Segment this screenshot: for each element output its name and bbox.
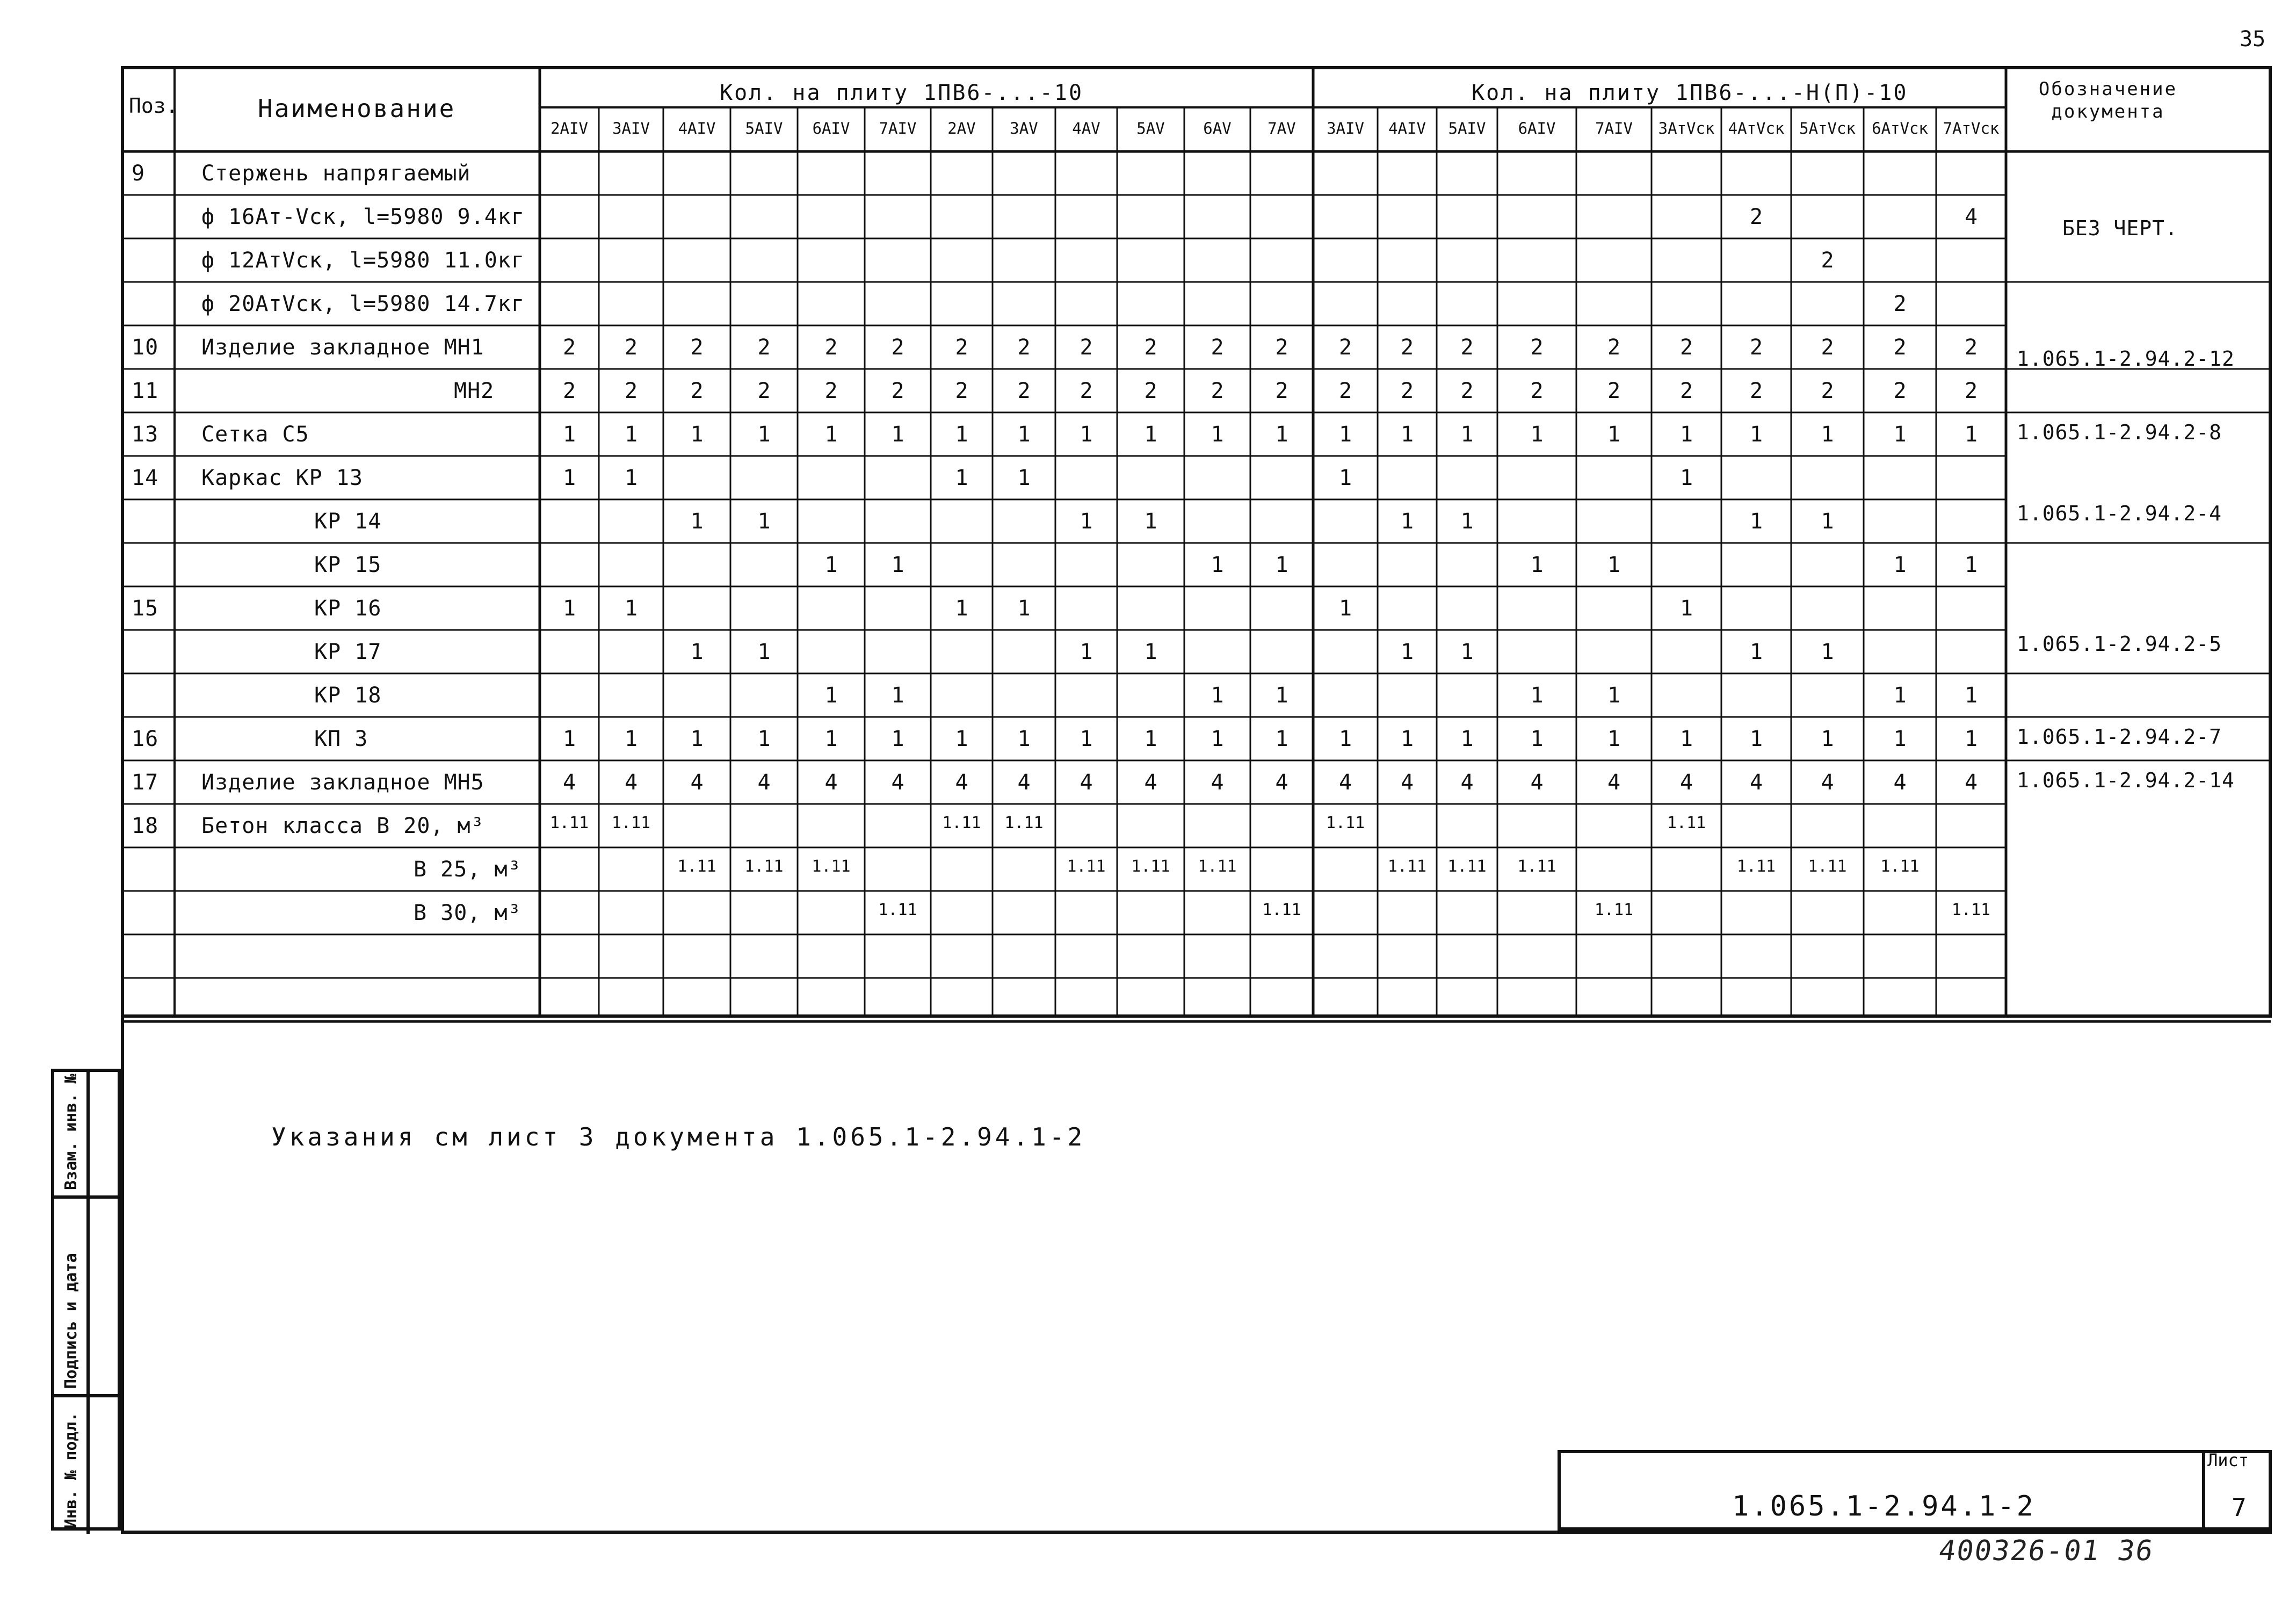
table-cell: 2 (1144, 379, 1157, 403)
table-cell: 1 (955, 596, 968, 621)
column-header: 2АIV (551, 119, 588, 137)
table-cell: 4 (1080, 770, 1093, 795)
table-cell: 1 (757, 727, 771, 751)
column-header: 2АV (947, 119, 976, 137)
table-cell: 1 (1679, 422, 1693, 447)
table-cell: 1 (891, 553, 904, 577)
table-cell: 1 (1530, 553, 1544, 577)
row-name: В 30, м³ (414, 901, 522, 925)
row-name: КР 16 (314, 596, 382, 621)
table-cell: 1 (1275, 553, 1288, 577)
column-header: 5АIV (1448, 119, 1486, 137)
doc-reference: 1.065.1-2.94.2-5 (2017, 632, 2222, 656)
sheet-label: Лист (2207, 1450, 2249, 1470)
table-cell: 1 (955, 422, 968, 447)
table-cell: 1 (1211, 422, 1224, 447)
table-cell: 1 (624, 422, 638, 447)
table-cell: 1 (891, 727, 904, 751)
doc-reference: 1.065.1-2.94.2-7 (2017, 725, 2222, 749)
table-cell: 1 (1211, 553, 1224, 577)
table-cell: 2 (1964, 335, 1978, 360)
table-cell: 1 (1017, 422, 1031, 447)
table-cell: 1 (562, 466, 576, 490)
table-cell: 1.11 (878, 901, 917, 919)
table-cell: 1 (1679, 466, 1693, 490)
table-cell: 2 (562, 379, 576, 403)
table-cell: 1.11 (1198, 857, 1237, 876)
table-cell: 1 (1460, 727, 1474, 751)
table-cell: 4 (1964, 205, 1978, 229)
table-cell: 2 (1400, 379, 1414, 403)
table-cell: 4 (1679, 770, 1693, 795)
row-pos: 13 (132, 422, 159, 447)
table-cell: 1.11 (1447, 857, 1487, 876)
table-cell: 1 (1530, 683, 1544, 708)
table-cell: 2 (1607, 379, 1621, 403)
side-divider (51, 1394, 121, 1397)
column-header: 3АтVск (1658, 119, 1715, 137)
doc-reference: БЕЗ ЧЕРТ. (2062, 216, 2178, 240)
table-cell: 4 (1400, 770, 1414, 795)
table-cell: 2 (1275, 335, 1288, 360)
table-cell: 1 (757, 422, 771, 447)
table-cell: 1 (1400, 509, 1414, 534)
table-cell: 1 (624, 466, 638, 490)
table-cell: 1 (1080, 509, 1093, 534)
table-cell: 1 (891, 422, 904, 447)
frame-left-line (121, 1018, 124, 1533)
table-cell: 4 (624, 770, 638, 795)
table-cell: 1 (562, 596, 576, 621)
header-document: Обозначение документа (2038, 78, 2178, 122)
header-group1: Кол. на плиту 1ПВ6-...-10 (720, 81, 1084, 105)
table-cell: 2 (1607, 335, 1621, 360)
table-cell: 1 (1679, 596, 1693, 621)
table-cell: 1.11 (549, 814, 589, 832)
table-cell: 1 (1144, 509, 1157, 534)
table-cell: 1 (1821, 509, 1834, 534)
table-cell: 1 (1893, 553, 1907, 577)
table-cell: 1 (1080, 640, 1093, 664)
table-cell: 1.11 (1880, 857, 1920, 876)
table-cell: 4 (1893, 770, 1907, 795)
table-cell: 1 (1821, 640, 1834, 664)
table-cell: 1 (824, 727, 838, 751)
row-name: ф 20АтVск, l=5980 14.7кг (201, 292, 525, 316)
doc-reference: 1.065.1-2.94.2-12 (2017, 347, 2235, 371)
table-cell: 1.11 (677, 857, 716, 876)
table-cell: 1 (690, 422, 704, 447)
table-cell: 1 (1338, 422, 1352, 447)
column-header: 7АтVск (1943, 119, 2000, 137)
table-cell: 4 (1607, 770, 1621, 795)
frame-bottom-line (121, 1531, 2272, 1534)
table-cell: 4 (1964, 770, 1978, 795)
row-name: В 25, м³ (414, 857, 522, 882)
table-cell: 4 (1275, 770, 1288, 795)
table-cell: 1 (955, 727, 968, 751)
table-cell: 1 (1144, 640, 1157, 664)
table-cell: 1 (1749, 509, 1763, 534)
row-name: Изделие закладное МН5 (201, 770, 484, 795)
table-cell: 1 (1893, 727, 1907, 751)
table-cell: 1.11 (942, 814, 981, 832)
table-cell: 2 (1211, 379, 1224, 403)
table-cell: 4 (1017, 770, 1031, 795)
row-pos: 17 (132, 770, 159, 795)
table-cell: 1 (824, 553, 838, 577)
table-cell: 1 (1275, 683, 1288, 708)
column-header: 3АIV (612, 119, 650, 137)
column-header: 6АIV (1518, 119, 1556, 137)
row-name: КР 17 (314, 640, 382, 664)
table-cell: 1.11 (1131, 857, 1170, 876)
table-cell: 2 (824, 335, 838, 360)
table-cell: 1 (1211, 683, 1224, 708)
table-cell: 1 (1821, 727, 1834, 751)
row-pos: 16 (132, 727, 159, 751)
table-cell: 1 (1338, 727, 1352, 751)
side-label-inv-repl: Взам. инв. № (62, 1074, 81, 1190)
table-cell: 1 (1144, 422, 1157, 447)
table-cell: 1 (824, 683, 838, 708)
side-label-inv-orig: Инв. № подл. (62, 1412, 81, 1528)
table-cell: 2 (562, 335, 576, 360)
row-pos: 10 (132, 335, 159, 360)
column-header: 4АIV (1388, 119, 1426, 137)
document-code: 1.065.1-2.94.1-2 (1732, 1490, 2036, 1523)
table-cell: 1 (1460, 640, 1474, 664)
column-header: 7АIV (1595, 119, 1633, 137)
table-cell: 2 (624, 379, 638, 403)
table-cell: 2 (1679, 335, 1693, 360)
table-cell: 1 (1964, 422, 1978, 447)
table-cell: 1 (1275, 727, 1288, 751)
table-cell: 2 (1017, 335, 1031, 360)
table-cell: 2 (1144, 335, 1157, 360)
table-cell: 1 (1607, 422, 1621, 447)
column-header: 6АIV (812, 119, 850, 137)
table-cell: 1.11 (1326, 814, 1365, 832)
row-pos: 18 (132, 814, 159, 838)
table-cell: 1 (1080, 727, 1093, 751)
header-group2: Кол. на плиту 1ПВ6-...-Н(П)-10 (1472, 81, 1908, 105)
table-cell: 1 (1749, 727, 1763, 751)
table-cell: 1 (1821, 422, 1834, 447)
table-cell: 1.11 (812, 857, 851, 876)
row-name: Стержень напрягаемый (201, 161, 471, 186)
table-cell: 1 (1460, 509, 1474, 534)
column-header: 7АIV (879, 119, 917, 137)
table-cell: 2 (1893, 379, 1907, 403)
table-cell: 1 (1607, 683, 1621, 708)
table-cell: 2 (757, 379, 771, 403)
table-cell: 2 (757, 335, 771, 360)
table-cell: 2 (955, 379, 968, 403)
table-cell: 2 (1749, 205, 1763, 229)
table-cell: 2 (955, 335, 968, 360)
table-cell: 1 (891, 683, 904, 708)
table-cell: 2 (1211, 335, 1224, 360)
table-cell: 2 (1400, 335, 1414, 360)
table-cell: 2 (1821, 248, 1834, 273)
table-cell: 1 (1530, 727, 1544, 751)
table-cell: 1.11 (744, 857, 784, 876)
table-cell: 1 (1400, 727, 1414, 751)
table-cell: 1 (1964, 553, 1978, 577)
column-header: 3АV (1010, 119, 1038, 137)
archive-number: 400326-01 36 (1936, 1535, 2156, 1567)
table-cell: 1 (1460, 422, 1474, 447)
row-name: КР 15 (314, 553, 382, 577)
table-cell: 4 (1821, 770, 1834, 795)
table-cell: 2 (1460, 335, 1474, 360)
table-cell: 2 (1821, 379, 1834, 403)
table-cell: 2 (1821, 335, 1834, 360)
row-name: КР 14 (314, 509, 382, 534)
row-name: ф 16Ат-Vск, l=5980 9.4кг (201, 205, 525, 229)
table-cell: 1 (1607, 727, 1621, 751)
table-cell: 1.11 (1667, 814, 1706, 832)
table-cell: 2 (1893, 335, 1907, 360)
table-cell: 2 (690, 379, 704, 403)
table-cell: 1 (1964, 683, 1978, 708)
side-divider (51, 1195, 121, 1199)
row-name: КП 3 (314, 727, 368, 751)
table-cell: 4 (1749, 770, 1763, 795)
table-cell: 1.11 (1387, 857, 1427, 876)
page-number: 35 (2240, 27, 2266, 52)
column-header: 5АV (1136, 119, 1165, 137)
column-header: 3АIV (1327, 119, 1364, 137)
table-cell: 1.11 (1004, 814, 1044, 832)
table-cell: 4 (1530, 770, 1544, 795)
table-cell: 2 (1530, 335, 1544, 360)
side-label-sign-date: Подпись и дата (62, 1253, 81, 1389)
table-cell: 4 (1211, 770, 1224, 795)
table-cell: 4 (562, 770, 576, 795)
doc-reference: 1.065.1-2.94.2-14 (2017, 769, 2235, 792)
table-cell: 2 (824, 379, 838, 403)
table-cell: 1 (562, 422, 576, 447)
side-stamp (51, 1069, 121, 1531)
table-cell: 1 (1749, 640, 1763, 664)
table-cell: 1 (1964, 727, 1978, 751)
table-cell: 1 (1017, 466, 1031, 490)
row-name: Бетон класса В 20, м³ (201, 814, 484, 838)
table-cell: 2 (1275, 379, 1288, 403)
row-name: Каркас КР 13 (201, 466, 363, 490)
table-cell: 1 (1080, 422, 1093, 447)
sheet-number: 7 (2232, 1493, 2247, 1522)
table-cell: 1.11 (1262, 901, 1301, 919)
table-cell: 1.11 (1951, 901, 1991, 919)
table-cell: 2 (1017, 379, 1031, 403)
row-name: КР 18 (314, 683, 382, 708)
column-header: 4АтVск (1728, 119, 1785, 137)
table-cell: 1 (1749, 422, 1763, 447)
table-cell: 4 (1144, 770, 1157, 795)
row-name: Изделие закладное МН1 (201, 335, 484, 360)
table-cell: 1 (1893, 683, 1907, 708)
column-header: 5АIV (745, 119, 783, 137)
table-cell: 2 (1338, 335, 1352, 360)
table-cell: 2 (891, 335, 904, 360)
table-cell: 1.11 (1808, 857, 1847, 876)
column-header: 4АV (1072, 119, 1100, 137)
table-cell: 1 (1338, 466, 1352, 490)
table-cell: 1 (1144, 727, 1157, 751)
table-cell: 4 (690, 770, 704, 795)
table-cell: 2 (891, 379, 904, 403)
table-cell: 4 (955, 770, 968, 795)
row-pos: 11 (132, 379, 159, 403)
table-cell: 1 (757, 640, 771, 664)
table-cell: 1 (1211, 727, 1224, 751)
table-cell: 1 (624, 596, 638, 621)
table-cell: 1 (1679, 727, 1693, 751)
table-cell: 4 (824, 770, 838, 795)
table-cell: 1 (1400, 640, 1414, 664)
table-cell: 1 (757, 509, 771, 534)
row-name: Сетка С5 (201, 422, 309, 447)
table-cell: 1.11 (1736, 857, 1776, 876)
table-cell: 1.11 (1517, 857, 1556, 876)
doc-reference: 1.065.1-2.94.2-8 (2017, 421, 2222, 444)
table-cell: 4 (1338, 770, 1352, 795)
table-cell: 2 (1893, 292, 1907, 316)
column-header: 5АтVск (1799, 119, 1856, 137)
table-cell: 1 (1893, 422, 1907, 447)
table-cell: 1 (624, 727, 638, 751)
table-cell: 2 (1338, 379, 1352, 403)
table-cell: 2 (1080, 379, 1093, 403)
doc-reference: 1.065.1-2.94.2-4 (2017, 502, 2222, 525)
table-cell: 2 (1679, 379, 1693, 403)
column-header: 7АV (1267, 119, 1296, 137)
table-cell: 1.11 (1067, 857, 1106, 876)
table-cell: 4 (757, 770, 771, 795)
table-cell: 2 (1749, 379, 1763, 403)
table-cell: 1 (1338, 596, 1352, 621)
header-pos: Поз. (129, 94, 178, 118)
table-cell: 1 (562, 727, 576, 751)
row-name: ф 12АтVск, l=5980 11.0кг (201, 248, 525, 273)
table-cell: 2 (690, 335, 704, 360)
table-cell: 1.11 (611, 814, 651, 832)
table-cell: 4 (891, 770, 904, 795)
column-header: 4АIV (678, 119, 716, 137)
table-cell: 1 (824, 422, 838, 447)
table-cell: 1 (1530, 422, 1544, 447)
table-cell: 1 (1275, 422, 1288, 447)
table-cell: 1 (1017, 727, 1031, 751)
column-header: 6АтVск (1872, 119, 1928, 137)
table-cell: 2 (1964, 379, 1978, 403)
table-cell: 2 (1080, 335, 1093, 360)
table-cell: 2 (1460, 379, 1474, 403)
table-cell: 2 (1530, 379, 1544, 403)
row-pos: 14 (132, 466, 159, 490)
table-cell: 4 (1460, 770, 1474, 795)
row-pos: 9 (132, 161, 146, 186)
table-cell: 1 (1607, 553, 1621, 577)
table-cell: 1 (955, 466, 968, 490)
table-cell: 1 (690, 509, 704, 534)
table-cell: 1 (690, 727, 704, 751)
table-cell: 2 (1749, 335, 1763, 360)
row-name: МН2 (454, 379, 495, 403)
table-cell: 1 (690, 640, 704, 664)
table-cell: 1 (1400, 422, 1414, 447)
header-name: Наименование (258, 94, 456, 123)
table-cell: 2 (624, 335, 638, 360)
row-pos: 15 (132, 596, 159, 621)
table-cell: 1.11 (1594, 901, 1634, 919)
note-text: Указания см лист 3 документа 1.065.1-2.94.1-2 (271, 1122, 1086, 1151)
side-divider (86, 1072, 90, 1534)
column-header: 6АV (1203, 119, 1232, 137)
table-cell: 1 (1017, 596, 1031, 621)
